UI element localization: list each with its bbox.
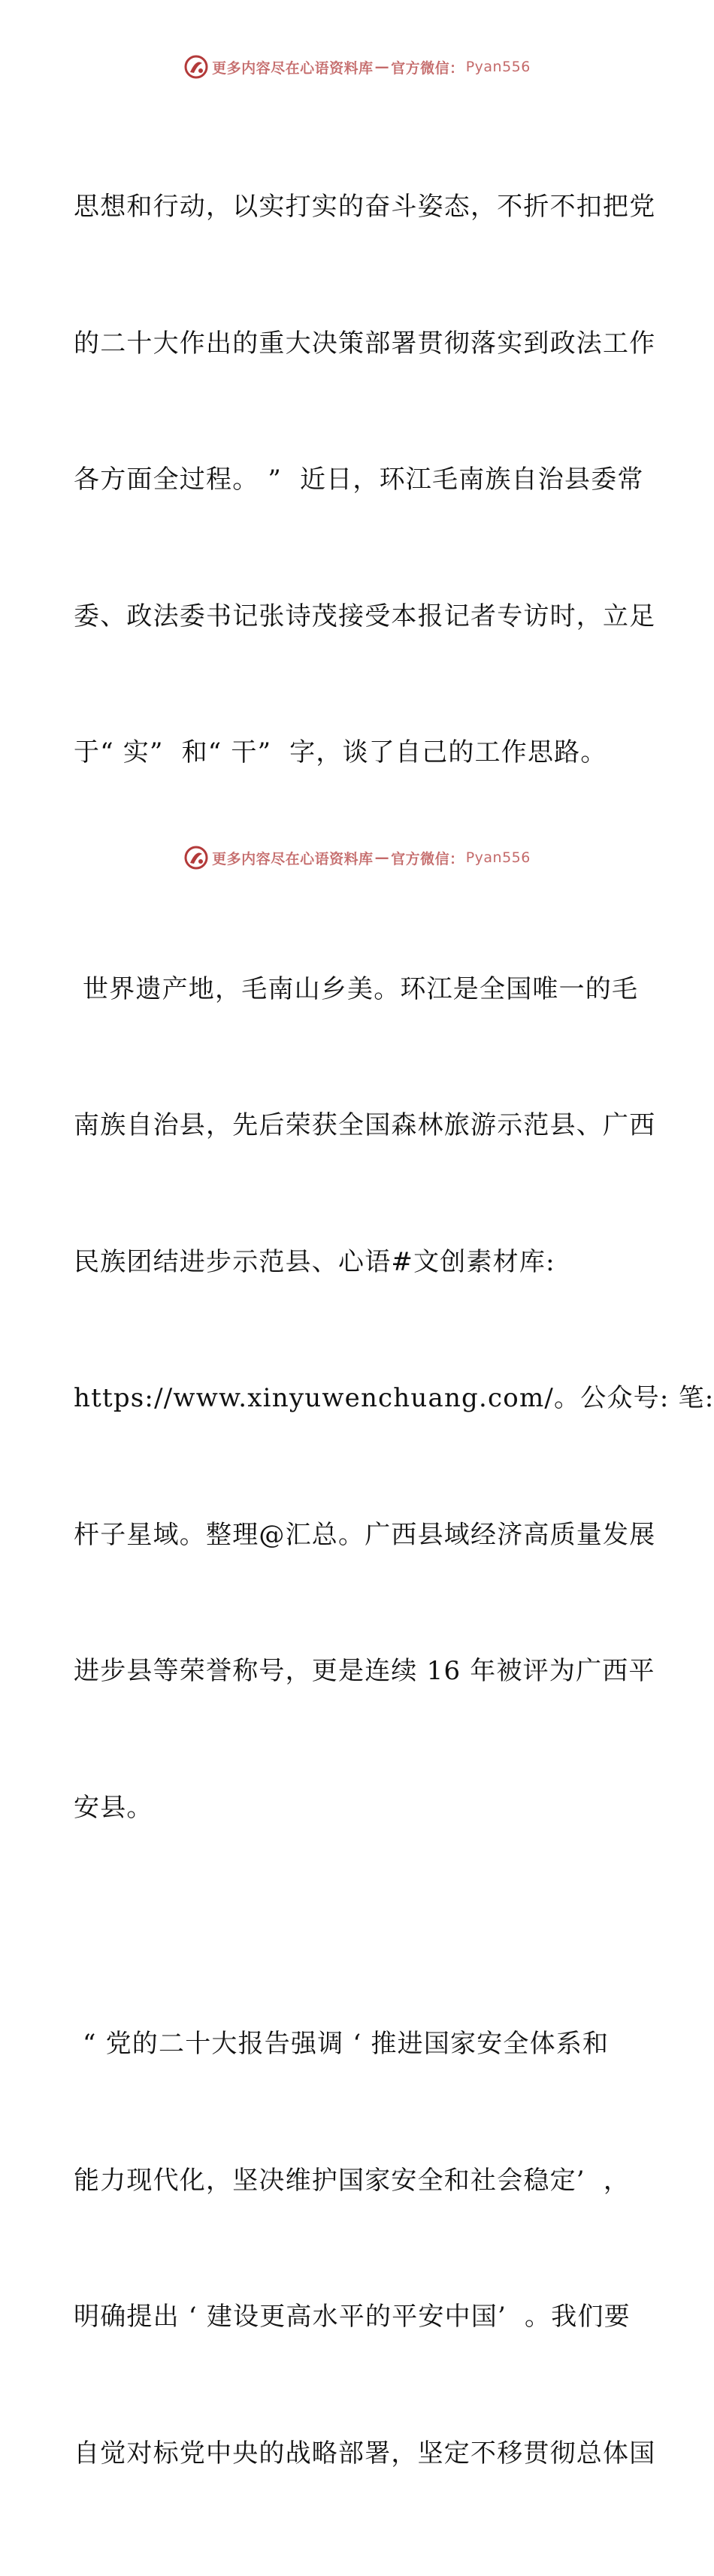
watermark-main-text: 更多内容尽在心语资料库 bbox=[212, 850, 374, 867]
text-line: 能力现代化，坚决维护国家安全和社会稳定’ ， bbox=[74, 2165, 631, 2196]
text-line: 的二十大作出的重大决策部署贯彻落实到政法工作 bbox=[74, 328, 656, 359]
text-line: 于“ 实” 和“ 干” 字，谈了自己的工作思路。 bbox=[74, 737, 607, 767]
watermark-dash: — bbox=[374, 849, 390, 866]
text-line: 南族自治县，先后荣获全国森林旅游示范县、广西 bbox=[74, 1110, 656, 1140]
paragraph-3 bbox=[74, 1930, 656, 2567]
watermark-wechat-id: Pyan556 bbox=[465, 849, 531, 866]
text-line: 明确提出 ‘ 建设更高水平的平安中国’ 。我们要 bbox=[74, 2302, 631, 2332]
text-line: 自觉对标党中央的战略部署，坚定不移贯彻总体国 bbox=[74, 2438, 656, 2469]
watermark-main-text: 更多内容尽在心语资料库 bbox=[212, 59, 374, 77]
text-line: https://www.xinyuwenchuang.com/。公众号: 笔: bbox=[74, 1383, 714, 1413]
text-line: 民族团结进步示范县、心语#文创素材库: bbox=[74, 1246, 555, 1277]
logo-seal-icon bbox=[183, 54, 209, 80]
document-body bbox=[74, 93, 714, 2576]
text-line: 安县。 bbox=[74, 1792, 153, 1823]
footer-watermark-banner bbox=[0, 845, 714, 870]
watermark-wechat-id: Pyan556 bbox=[465, 59, 531, 75]
text-line: 世界遗产地，毛南山乡美。环江是全国唯一的毛 bbox=[74, 973, 639, 1004]
paragraph-1 bbox=[74, 93, 656, 867]
text-line: 委、政法委书记张诗茂接受本报记者专访时，立足 bbox=[74, 601, 656, 631]
watermark-wechat-label: 官方微信： bbox=[391, 850, 464, 867]
header-watermark-banner bbox=[0, 54, 714, 80]
paragraph-2 bbox=[74, 876, 714, 1922]
watermark-wechat-label: 官方微信： bbox=[391, 59, 464, 77]
watermark-dash: — bbox=[374, 59, 390, 75]
logo-seal-icon bbox=[183, 845, 209, 870]
text-line: “ 党的二十大报告强调 ‘ 推进国家安全体系和 bbox=[74, 2029, 610, 2059]
text-line: 杆子星域。整理@汇总。广西县域经济高质量发展 bbox=[74, 1519, 656, 1550]
text-line: 思想和行动，以实打实的奋斗姿态，不折不扣把党 bbox=[74, 192, 656, 222]
text-line: 进步县等荣誉称号，更是连续 16 年被评为广西平 bbox=[74, 1656, 655, 1686]
text-line: 各方面全过程。 ” 近日，环江毛南族自治县委常 bbox=[74, 465, 644, 495]
